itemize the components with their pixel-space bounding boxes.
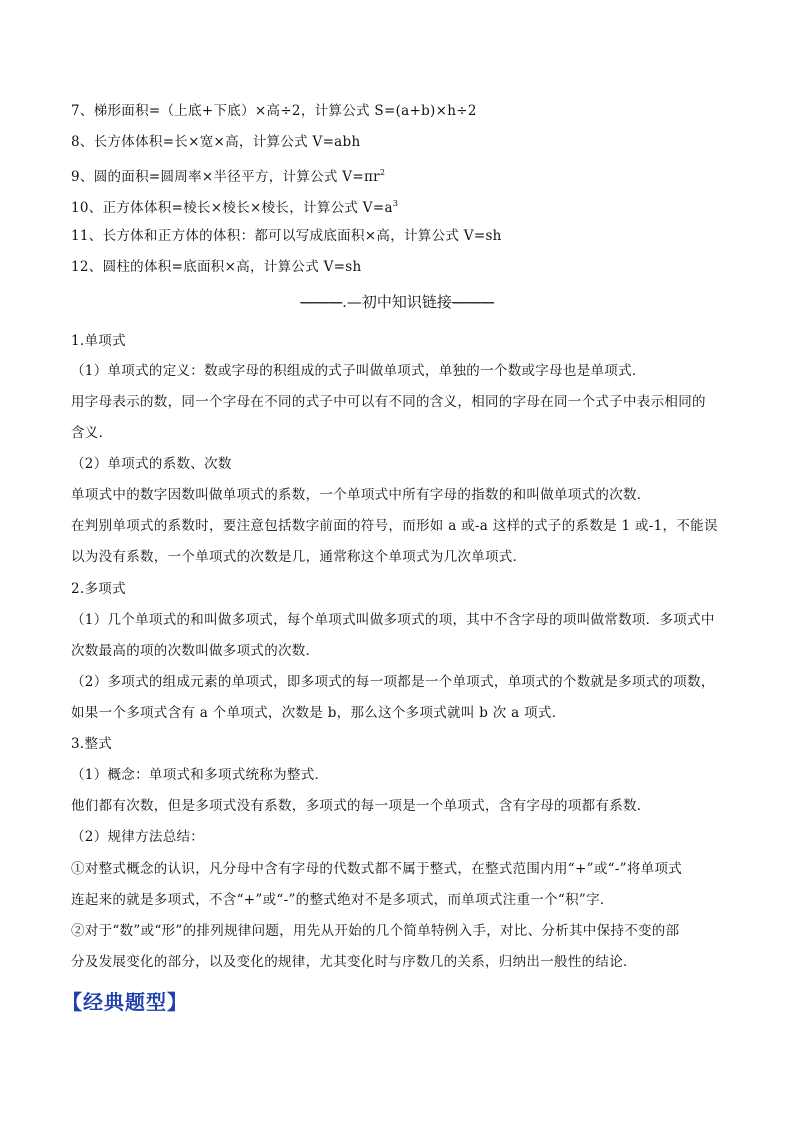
formula-9 <box>71 164 724 186</box>
section-title <box>0 292 794 312</box>
section-title-right-dash: ——— <box>451 293 494 311</box>
formula-12: 12、圆柱的体积=底面积×高，计算公式 V=sh <box>71 259 362 275</box>
paragraph-line: ②对于“数”或“形”的排列规律问题，用先从开始的几个简单特例入手，对比、分析其中保持不变的部 <box>71 923 680 939</box>
formula-7: 7、梯形面积=（上底+下底）×高÷2，计算公式 S=(a+b)×h÷2 <box>71 103 477 119</box>
paragraph-line: 连起来的就是多项式，不含“+”或“-”的整式绝对不是多项式，而单项式注重一个“积”字． <box>71 892 614 908</box>
paragraph-line: 单项式中的数字因数叫做单项式的系数，一个单项式中所有字母的指数的和叫做单项式的次数． <box>71 487 651 503</box>
heading-monomial: 1.单项式 <box>71 333 126 349</box>
formula-10 <box>71 195 724 217</box>
paragraph-line: 用字母表示的数，同一个字母在不同的式子中可以有不同的含义，相同的字母在同一个式子中表示相同的 <box>71 394 706 410</box>
paragraph-line: 含义． <box>71 425 113 441</box>
formula-9-text: 9、圆的面积=圆周率×半径平方，计算公式 V=πr <box>71 169 380 185</box>
formula-11: 11、长方体和正方体的体积：都可以写成底面积×高，计算公式 V=sh <box>71 228 502 244</box>
formula-10-superscript: 3 <box>392 199 399 208</box>
paragraph-line: （2）多项式的组成元素的单项式，即多项式的每一项都是一个单项式，单项式的个数就是多项式的项数， <box>71 674 715 690</box>
paragraph-line: 在判别单项式的系数时，要注意包括数字前面的符号，而形如 a 或-a 这样的式子的系数是 1 或-1，不能误 <box>71 518 718 534</box>
paragraph-line: （1）几个单项式的和叫做多项式，每个单项式叫做多项式的项，其中不含字母的项叫做常数项．多项式中 <box>71 612 715 628</box>
heading-integral-expression: 3.整式 <box>71 736 113 752</box>
paragraph-line: 他们都有次数，但是多项式没有系数，多项式的每一项是一个单项式，含有字母的项都有系数． <box>71 798 651 814</box>
paragraph-line: 以为没有系数，一个单项式的次数是几，通常称这个单项式为几次单项式． <box>71 549 527 565</box>
formula-8: 8、长方体体积=长×宽×高，计算公式 V=abh <box>71 134 361 150</box>
paragraph-line: （1）单项式的定义：数或字母的积组成的式子叫做单项式，单独的一个数或字母也是单项式． <box>71 363 646 379</box>
paragraph-line: 分及发展变化的部分，以及变化的规律，尤其变化时与序数几的关系，归纳出一般性的结论． <box>71 954 637 970</box>
section-title-text: —初中知识链接 <box>346 293 452 311</box>
section-title-dot: . <box>342 293 347 311</box>
heading-polynomial: 2.多项式 <box>71 581 126 597</box>
paragraph-line: （2）单项式的系数、次数 <box>71 456 232 472</box>
section-title-left-dash: ——— <box>300 293 343 311</box>
paragraph-line: （1）概念：单项式和多项式统称为整式． <box>71 767 329 783</box>
paragraph-line: （2）规律方法总结： <box>71 829 205 845</box>
formula-10-text: 10、正方体体积=棱长×棱长×棱长，计算公式 V=a <box>71 200 393 216</box>
paragraph-line: 次数最高的项的次数叫做多项式的次数． <box>71 643 320 659</box>
paragraph-line: 如果一个多项式含有 a 个单项式，次数是 b，那么这个多项式就叫 b 次 a 项式． <box>71 705 566 721</box>
classic-questions-heading: 【经典题型】 <box>62 990 188 1014</box>
paragraph-line: ①对整式概念的认识，凡分母中含有字母的代数式都不属于整式，在整式范围内用“+”或“-”将单项式 <box>71 861 683 877</box>
formula-9-superscript: 2 <box>379 168 386 177</box>
